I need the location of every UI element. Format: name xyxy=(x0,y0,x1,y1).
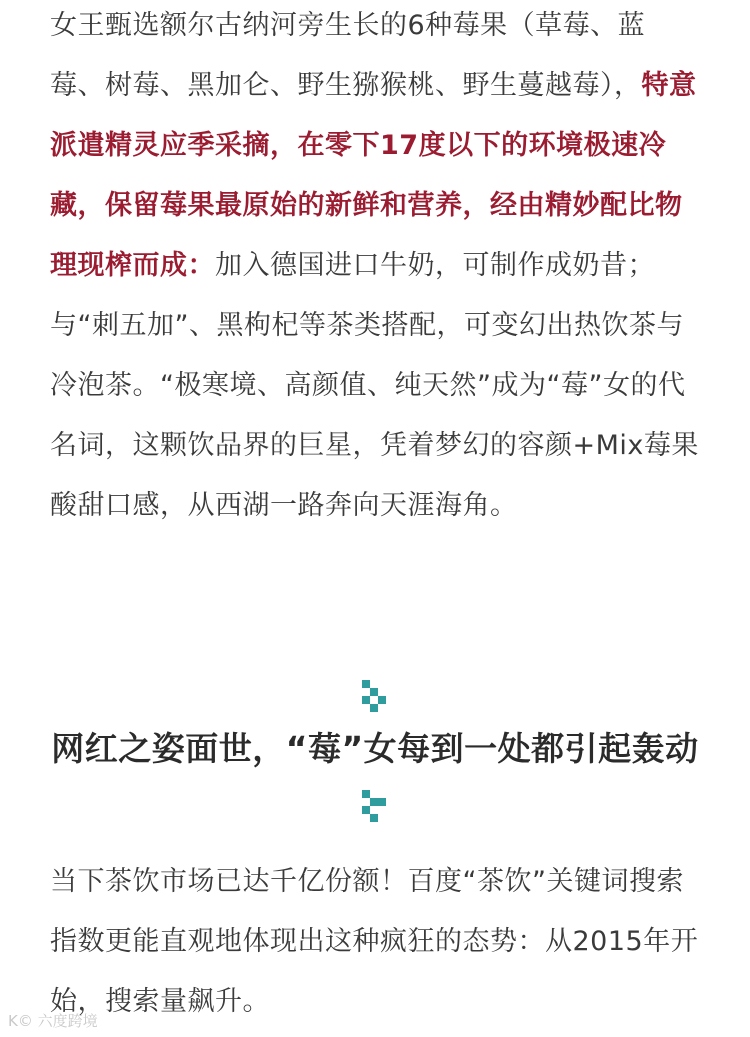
intro-paragraph xyxy=(50,0,700,536)
section-ornament-top xyxy=(362,680,386,712)
watermark: K© 六度跨境 xyxy=(8,1012,98,1030)
intro-text-2: 加入德国进口牛奶，可制作成奶昔；与“刺五加”、黑枸杞等茶类搭配，可变幻出热饮茶与冷泡茶。“极寒境、高颜值、纯天然”成为“莓”女的代名词，这颗饮品界的巨星，凭着梦幻的容颜+Mix莓果酸甜口感，从西湖一路奔向天涯海角。 xyxy=(50,250,699,521)
intro-text-1: 女王甄选额尔古纳河旁生长的6种莓果（草莓、蓝莓、树莓、黑加仑、野生猕猴桃、野生蔓越莓）， xyxy=(50,10,646,101)
section-heading: 网红之姿面世，“莓”女每到一处都引起轰动 xyxy=(51,729,699,768)
section-ornament-bottom xyxy=(362,790,386,822)
intro-highlight-text: 特意派遣精灵应季采摘，在零下17度以下的环境极速冷藏，保留莓果最原始的新鲜和营养，经由精妙配比物理现榨而成： xyxy=(50,70,697,281)
market-paragraph: 当下茶饮市场已达千亿份额！百度“茶饮”关键词搜索指数更能直观地体现出这种疯狂的态势：从2015年开始，搜索量飙升。 xyxy=(50,866,699,1017)
